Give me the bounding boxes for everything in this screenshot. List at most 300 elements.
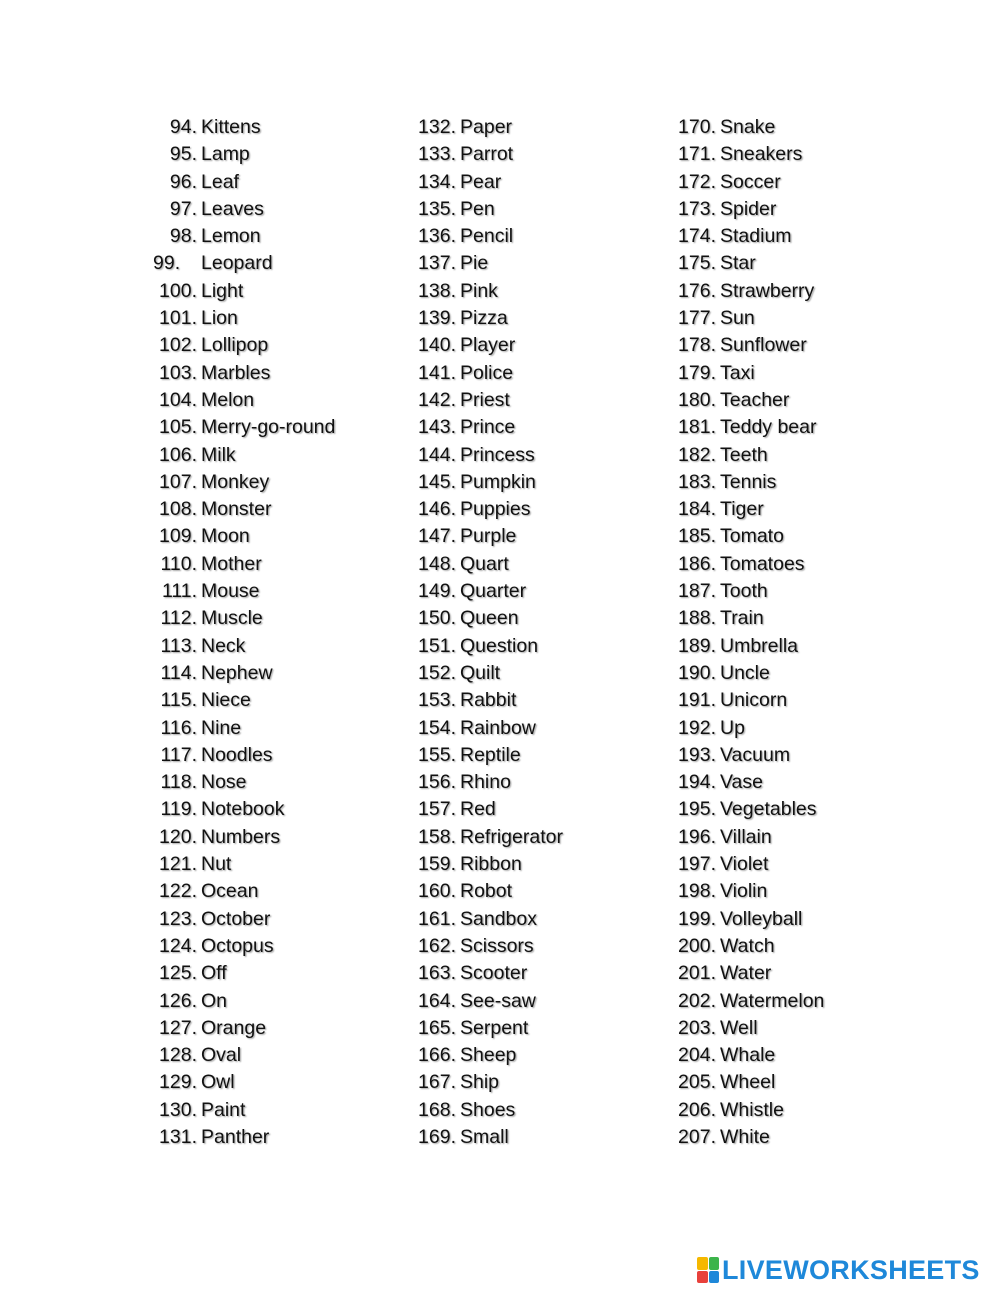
item-number: 150. bbox=[418, 607, 456, 630]
item-word: Sandbox bbox=[460, 907, 537, 930]
item-word: Scissors bbox=[460, 934, 534, 957]
item-number: 136. bbox=[418, 225, 456, 248]
item-word: Serpent bbox=[460, 1016, 529, 1039]
list-item bbox=[412, 442, 563, 469]
item-number: 104. bbox=[159, 388, 197, 411]
item-word: Lollipop bbox=[201, 334, 269, 357]
item-word: Muscle bbox=[201, 607, 263, 630]
item-number: 198. bbox=[678, 880, 716, 903]
item-number: 103. bbox=[159, 361, 197, 384]
item-word: Prince bbox=[460, 416, 516, 439]
list-item bbox=[153, 223, 335, 250]
list-item bbox=[412, 687, 563, 714]
list-item bbox=[153, 1042, 335, 1069]
list-item bbox=[412, 1042, 563, 1069]
list-item bbox=[672, 742, 824, 769]
item-number: 142. bbox=[418, 388, 456, 411]
item-word: White bbox=[720, 1125, 770, 1148]
item-word: Strawberry bbox=[720, 279, 815, 302]
item-word: Mother bbox=[201, 552, 262, 575]
list-item bbox=[153, 660, 335, 687]
item-number: 137. bbox=[418, 252, 456, 275]
list-item bbox=[153, 278, 335, 305]
item-word: Well bbox=[720, 1016, 758, 1039]
item-word: Notebook bbox=[201, 798, 285, 821]
item-number: 94. bbox=[169, 116, 197, 138]
list-item bbox=[672, 933, 824, 960]
item-word: Teddy bear bbox=[720, 416, 817, 439]
list-item bbox=[672, 414, 824, 441]
item-word: Neck bbox=[201, 634, 246, 657]
item-word: Red bbox=[460, 798, 496, 821]
item-word: Lion bbox=[201, 307, 238, 330]
item-word: Stadium bbox=[720, 225, 792, 248]
item-word: Volleyball bbox=[720, 907, 803, 930]
item-number: 178. bbox=[678, 334, 716, 357]
item-number: 160. bbox=[418, 880, 456, 903]
list-item bbox=[412, 960, 563, 987]
list-item bbox=[412, 169, 563, 196]
list-item bbox=[412, 906, 563, 933]
item-word: Oval bbox=[201, 1044, 242, 1067]
item-number: 138. bbox=[418, 279, 456, 302]
item-number: 161. bbox=[418, 907, 456, 930]
list-item bbox=[672, 687, 824, 714]
list-item bbox=[412, 305, 563, 332]
item-number: 131. bbox=[159, 1125, 197, 1148]
list-item bbox=[153, 742, 335, 769]
item-number: 157. bbox=[418, 798, 456, 821]
item-word: Orange bbox=[201, 1016, 267, 1039]
list-item bbox=[412, 223, 563, 250]
list-item bbox=[672, 250, 824, 277]
list-item bbox=[412, 469, 563, 496]
item-word: Mouse bbox=[201, 580, 260, 603]
item-word: Shoes bbox=[460, 1098, 516, 1121]
item-word: Niece bbox=[201, 689, 251, 712]
list-item bbox=[672, 660, 824, 687]
list-item bbox=[153, 1097, 335, 1124]
item-number: 188. bbox=[678, 607, 716, 630]
item-word: Quilt bbox=[460, 661, 501, 684]
item-word: Pen bbox=[460, 197, 495, 220]
item-word: Panther bbox=[201, 1125, 270, 1148]
list-item bbox=[672, 988, 824, 1015]
list-item bbox=[672, 332, 824, 359]
item-word: Rabbit bbox=[460, 689, 517, 712]
list-item bbox=[412, 523, 563, 550]
item-word: Pink bbox=[460, 279, 498, 302]
list-item bbox=[672, 578, 824, 605]
item-word: Priest bbox=[460, 388, 510, 411]
item-number: 164. bbox=[418, 989, 456, 1012]
list-item bbox=[153, 906, 335, 933]
item-word: Leaves bbox=[201, 197, 264, 220]
item-word: Off bbox=[201, 962, 227, 985]
list-item bbox=[672, 523, 824, 550]
list-item bbox=[412, 660, 563, 687]
item-number: 130. bbox=[159, 1098, 197, 1121]
item-word: Robot bbox=[460, 880, 513, 903]
item-word: Pizza bbox=[460, 307, 508, 330]
item-number: 111. bbox=[161, 580, 197, 603]
item-word: Ship bbox=[460, 1071, 500, 1094]
list-item bbox=[672, 114, 824, 141]
list-item bbox=[412, 933, 563, 960]
item-number: 101. bbox=[159, 307, 197, 330]
list-item bbox=[153, 305, 335, 332]
list-item bbox=[153, 1069, 335, 1096]
list-item bbox=[412, 578, 563, 605]
item-number: 165. bbox=[418, 1016, 456, 1039]
item-word: Violin bbox=[720, 880, 768, 903]
item-number: 116. bbox=[160, 716, 197, 739]
item-number: 153. bbox=[418, 689, 456, 712]
list-item bbox=[672, 496, 824, 523]
item-number: 102. bbox=[159, 334, 197, 357]
item-word: Nine bbox=[201, 716, 242, 739]
item-word: Watch bbox=[720, 934, 775, 957]
list-item bbox=[153, 496, 335, 523]
item-number: 207. bbox=[678, 1125, 716, 1148]
list-item bbox=[153, 469, 335, 496]
item-word: Player bbox=[460, 334, 516, 357]
item-word: See-saw bbox=[460, 989, 536, 1012]
list-item bbox=[672, 715, 824, 742]
item-word: Quart bbox=[460, 552, 509, 575]
item-word: Leopard bbox=[201, 252, 273, 275]
item-word: Tooth bbox=[720, 580, 768, 603]
item-word: Rhino bbox=[460, 771, 511, 794]
item-number: 149. bbox=[418, 580, 456, 603]
item-number: 139. bbox=[418, 307, 456, 330]
item-word: Milk bbox=[201, 443, 236, 466]
list-item bbox=[412, 851, 563, 878]
item-number: 205. bbox=[678, 1071, 716, 1094]
item-number: 179. bbox=[678, 361, 716, 384]
list-item bbox=[153, 141, 335, 168]
list-item bbox=[153, 114, 335, 141]
item-number: 158. bbox=[418, 825, 456, 848]
logo-square-red bbox=[697, 1271, 708, 1284]
list-item bbox=[672, 1042, 824, 1069]
item-word: Rainbow bbox=[460, 716, 536, 739]
item-word: Pencil bbox=[460, 225, 514, 248]
item-word: Paper bbox=[460, 116, 513, 138]
list-item bbox=[672, 278, 824, 305]
list-item bbox=[412, 496, 563, 523]
list-item bbox=[672, 442, 824, 469]
item-number: 166. bbox=[418, 1044, 456, 1067]
logo-square-blue bbox=[709, 1271, 720, 1284]
item-word: Vase bbox=[720, 771, 763, 794]
item-number: 203. bbox=[678, 1016, 716, 1039]
logo-square-green bbox=[709, 1257, 720, 1270]
item-word: Sunflower bbox=[720, 334, 807, 357]
item-number: 146. bbox=[418, 498, 456, 521]
list-item bbox=[412, 605, 563, 632]
item-word: Scooter bbox=[460, 962, 528, 985]
item-number: 193. bbox=[678, 743, 716, 766]
list-item bbox=[412, 878, 563, 905]
item-word: Merry-go-round bbox=[201, 416, 336, 439]
list-item bbox=[153, 715, 335, 742]
item-number: 184. bbox=[678, 498, 716, 521]
item-number: 121. bbox=[159, 853, 197, 876]
item-word: Numbers bbox=[201, 825, 281, 848]
list-item bbox=[412, 360, 563, 387]
list-item bbox=[153, 169, 335, 196]
item-word: Star bbox=[720, 252, 756, 275]
list-item bbox=[412, 824, 563, 851]
list-item bbox=[153, 332, 335, 359]
item-number: 105. bbox=[159, 416, 197, 439]
liveworksheets-logo[interactable] bbox=[697, 1254, 980, 1286]
item-word: Sun bbox=[720, 307, 755, 330]
list-item bbox=[672, 824, 824, 851]
item-number: 181. bbox=[678, 416, 716, 439]
item-word: Parrot bbox=[460, 143, 514, 166]
item-word: Pie bbox=[460, 252, 489, 275]
item-number: 117. bbox=[160, 743, 197, 766]
list-item bbox=[672, 196, 824, 223]
item-word: Tomato bbox=[720, 525, 784, 548]
list-item bbox=[672, 906, 824, 933]
item-word: Nut bbox=[201, 853, 232, 876]
list-item bbox=[153, 442, 335, 469]
list-item bbox=[672, 633, 824, 660]
list-item bbox=[672, 769, 824, 796]
list-item bbox=[153, 1015, 335, 1042]
item-word: Refrigerator bbox=[460, 825, 563, 848]
item-number: 127. bbox=[159, 1016, 197, 1039]
item-number: 110. bbox=[160, 552, 197, 575]
item-word: Train bbox=[720, 607, 764, 630]
list-item bbox=[153, 1124, 335, 1151]
item-number: 155. bbox=[418, 743, 456, 766]
item-number: 191. bbox=[678, 689, 716, 712]
list-item bbox=[153, 196, 335, 223]
item-number: 124. bbox=[159, 934, 197, 957]
list-item bbox=[412, 278, 563, 305]
list-item bbox=[153, 387, 335, 414]
item-word: Up bbox=[720, 716, 745, 739]
item-number: 201. bbox=[678, 962, 716, 985]
item-word: Watermelon bbox=[720, 989, 825, 1012]
item-number: 119. bbox=[160, 798, 197, 821]
item-word: On bbox=[201, 989, 228, 1012]
item-number: 154. bbox=[418, 716, 456, 739]
list-item bbox=[412, 1097, 563, 1124]
list-item bbox=[412, 1124, 563, 1151]
item-number: 192. bbox=[678, 716, 716, 739]
item-number: 197. bbox=[678, 853, 716, 876]
item-word: Reptile bbox=[460, 743, 521, 766]
item-word: Princess bbox=[460, 443, 535, 466]
item-number: 95. bbox=[169, 143, 197, 166]
list-item bbox=[412, 141, 563, 168]
list-item bbox=[672, 169, 824, 196]
item-word: Teeth bbox=[720, 443, 768, 466]
word-column-3 bbox=[672, 114, 824, 1151]
item-word: Noodles bbox=[201, 743, 273, 766]
item-number: 123. bbox=[159, 907, 197, 930]
list-item bbox=[153, 960, 335, 987]
list-item bbox=[412, 742, 563, 769]
list-item bbox=[672, 851, 824, 878]
item-number: 147. bbox=[418, 525, 456, 548]
item-number: 143. bbox=[418, 416, 456, 439]
item-word: Question bbox=[460, 634, 539, 657]
item-number: 125. bbox=[159, 962, 197, 985]
item-word: Snake bbox=[720, 116, 776, 138]
list-item bbox=[153, 551, 335, 578]
item-word: Ribbon bbox=[460, 853, 522, 876]
item-word: Monster bbox=[201, 498, 272, 521]
list-item bbox=[672, 360, 824, 387]
item-word: Soccer bbox=[720, 170, 781, 193]
list-item bbox=[412, 1069, 563, 1096]
item-number: 156. bbox=[418, 771, 456, 794]
item-number: 126. bbox=[159, 989, 197, 1012]
item-word: Vacuum bbox=[720, 743, 791, 766]
item-number: 176. bbox=[678, 279, 716, 302]
item-number: 174. bbox=[678, 225, 716, 248]
item-number: 114. bbox=[160, 661, 197, 684]
item-word: Wheel bbox=[720, 1071, 776, 1094]
item-number: 120. bbox=[159, 825, 197, 848]
list-item bbox=[672, 960, 824, 987]
item-word: Sneakers bbox=[720, 143, 803, 166]
item-number: 177. bbox=[678, 307, 716, 330]
item-number: 99. bbox=[153, 252, 181, 275]
item-word: Lemon bbox=[201, 225, 261, 248]
list-item bbox=[412, 796, 563, 823]
item-word: Kittens bbox=[201, 116, 261, 138]
item-word: Pear bbox=[460, 170, 502, 193]
item-number: 202. bbox=[678, 989, 716, 1012]
item-number: 98. bbox=[169, 225, 197, 248]
item-number: 189. bbox=[678, 634, 716, 657]
item-word: Melon bbox=[201, 388, 255, 411]
item-number: 106. bbox=[159, 443, 197, 466]
item-word: Spider bbox=[720, 197, 777, 220]
list-item bbox=[672, 796, 824, 823]
item-word: Tomatoes bbox=[720, 552, 805, 575]
item-number: 96. bbox=[169, 170, 197, 193]
item-number: 182. bbox=[678, 443, 716, 466]
list-item bbox=[412, 1015, 563, 1042]
list-item bbox=[153, 824, 335, 851]
item-number: 159. bbox=[418, 853, 456, 876]
logo-text: LIVEWORKSHEETS bbox=[722, 1254, 980, 1285]
item-number: 200. bbox=[678, 934, 716, 957]
item-number: 175. bbox=[678, 252, 716, 275]
list-item bbox=[153, 687, 335, 714]
list-item bbox=[672, 141, 824, 168]
item-word: Police bbox=[460, 361, 514, 384]
item-number: 135. bbox=[418, 197, 456, 220]
item-number: 204. bbox=[678, 1044, 716, 1067]
list-item bbox=[412, 769, 563, 796]
item-number: 115. bbox=[160, 689, 197, 712]
item-number: 132. bbox=[418, 116, 456, 138]
list-item bbox=[153, 769, 335, 796]
list-item bbox=[412, 715, 563, 742]
list-item bbox=[153, 605, 335, 632]
list-item bbox=[412, 196, 563, 223]
list-item bbox=[672, 1069, 824, 1096]
item-word: Vegetables bbox=[720, 798, 817, 821]
item-word: Ocean bbox=[201, 880, 259, 903]
list-item bbox=[153, 250, 335, 277]
item-number: 206. bbox=[678, 1098, 716, 1121]
item-number: 109. bbox=[159, 525, 197, 548]
item-number: 129. bbox=[159, 1071, 197, 1094]
list-item bbox=[153, 851, 335, 878]
list-item bbox=[153, 878, 335, 905]
list-item bbox=[672, 605, 824, 632]
item-number: 196. bbox=[678, 825, 716, 848]
item-number: 169. bbox=[418, 1125, 456, 1148]
item-word: Taxi bbox=[720, 361, 755, 384]
list-item bbox=[153, 360, 335, 387]
item-number: 113. bbox=[160, 634, 197, 657]
list-item bbox=[672, 469, 824, 496]
list-item bbox=[412, 114, 563, 141]
item-number: 145. bbox=[418, 470, 456, 493]
item-word: Marbles bbox=[201, 361, 271, 384]
item-word: Teacher bbox=[720, 388, 790, 411]
liveworksheets-logo-icon bbox=[697, 1257, 719, 1283]
item-word: Owl bbox=[201, 1071, 235, 1094]
item-number: 141. bbox=[418, 361, 456, 384]
item-word: Uncle bbox=[720, 661, 770, 684]
item-number: 187. bbox=[678, 580, 716, 603]
list-item bbox=[412, 332, 563, 359]
item-word: Queen bbox=[460, 607, 519, 630]
item-word: Nose bbox=[201, 771, 247, 794]
item-number: 97. bbox=[169, 197, 197, 220]
item-number: 194. bbox=[678, 771, 716, 794]
item-number: 122. bbox=[159, 880, 197, 903]
item-word: Water bbox=[720, 962, 772, 985]
list-item bbox=[412, 250, 563, 277]
item-word: Octopus bbox=[201, 934, 274, 957]
list-item bbox=[672, 305, 824, 332]
item-number: 199. bbox=[678, 907, 716, 930]
item-number: 108. bbox=[159, 498, 197, 521]
item-number: 170. bbox=[678, 116, 716, 138]
list-item bbox=[153, 796, 335, 823]
item-word: Whale bbox=[720, 1044, 776, 1067]
item-number: 118. bbox=[160, 771, 197, 794]
list-item bbox=[153, 933, 335, 960]
item-number: 186. bbox=[678, 552, 716, 575]
item-number: 100. bbox=[159, 279, 197, 302]
list-item bbox=[153, 988, 335, 1015]
item-number: 151. bbox=[418, 634, 456, 657]
list-item bbox=[672, 551, 824, 578]
item-word: Tennis bbox=[720, 470, 777, 493]
list-item bbox=[672, 1097, 824, 1124]
item-number: 183. bbox=[678, 470, 716, 493]
item-word: October bbox=[201, 907, 271, 930]
item-word: Whistle bbox=[720, 1098, 784, 1121]
item-word: Puppies bbox=[460, 498, 531, 521]
item-number: 190. bbox=[678, 661, 716, 684]
list-item bbox=[672, 878, 824, 905]
